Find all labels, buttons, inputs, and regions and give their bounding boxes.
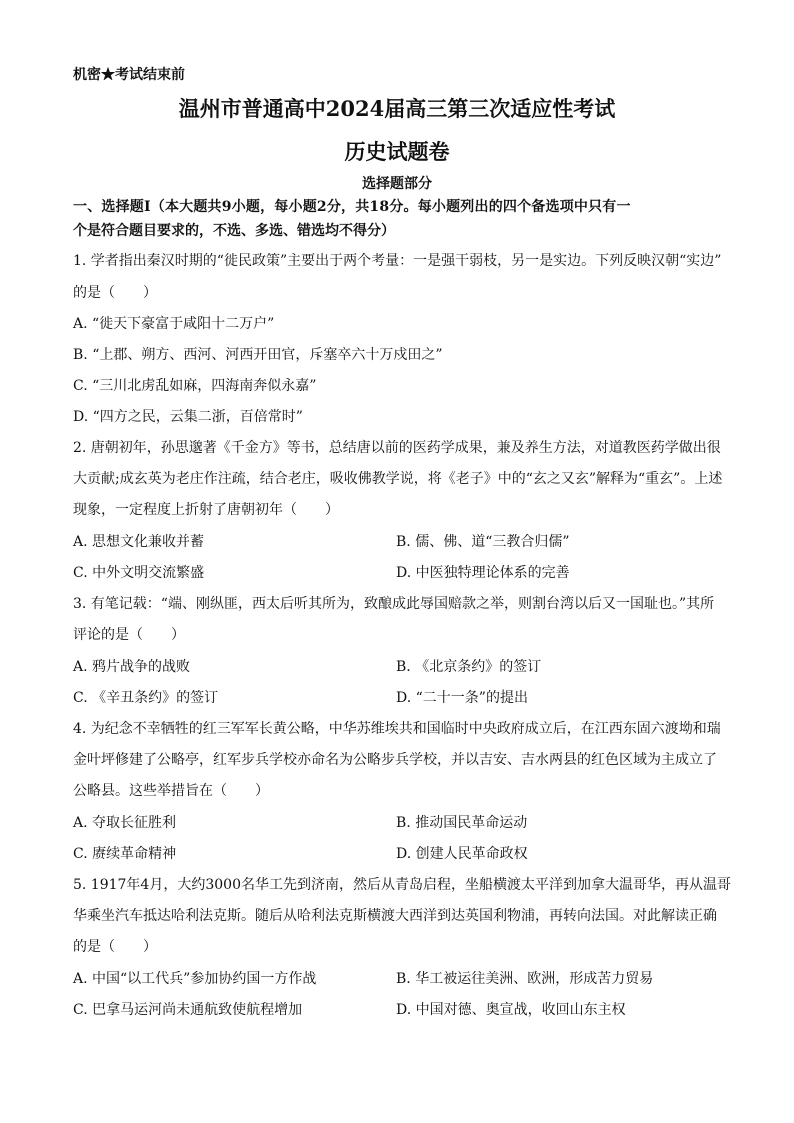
question-4-option-c: C. 赓续革命精神 [73,846,177,862]
exam-title: 温州市普通高中2024届高三第三次适应性考试 [178,96,616,121]
part-heading: 选择题部分 [362,176,432,192]
question-5-option-a: A. 中国“以工代兵”参加协约国一方作战 [73,971,317,987]
question-5-stem-line-1: 5. 1917年4月，大约3000名华工先到济南，然后从青岛启程，坐船横渡太平洋到加拿大温哥华，再从温哥 [73,877,731,893]
section-instructions-line-1: 一、选择题Ⅰ（本大题共9小题，每小题2分，共18分。每小题列出的四个备选项中只有一 [73,199,631,215]
question-2-option-a: A. 思想文化兼收并蓄 [73,534,205,550]
question-1-stem-line-1: 1. 学者指出秦汉时期的“徙民政策”主要出于两个考量：一是强干弱枝，另一是实边。下列反映汉朝“实边” [73,253,722,269]
question-2-stem-line-2: 大贡献;成玄英为老庄作注疏，结合老庄，吸收佛教学说，将《老子》中的“玄之又玄”解释为“重玄”。上述 [73,471,723,487]
question-2-option-b: B. 儒、佛、道“三教合归儒” [396,534,570,550]
question-4-stem-line-2: 金叶坪修建了公略亭，红军步兵学校亦命名为公略步兵学校，并以吉安、吉水两县的红色区域为主成立了 [73,752,717,768]
section-instructions-line-2: 个是符合题目要求的，不选、多选、错选均不得分） [73,223,395,239]
question-1-option-a: A. “徙天下豪富于咸阳十二万户” [73,316,275,332]
question-4-stem-line-3: 公略县。这些举措旨在（ ） [73,783,269,799]
question-1-option-c: C. “三川北虏乱如麻，四海南奔似永嘉” [73,378,317,394]
question-2-stem-line-3: 现象，一定程度上折射了唐朝初年（ ） [73,502,339,518]
question-1-option-b: B. “上郡、朔方、西河、河西开田官，斥塞卒六十万戍田之” [73,347,443,363]
question-3-option-c: C. 《辛丑条约》的签订 [73,690,219,706]
question-5-option-c: C. 巴拿马运河尚未通航致使航程增加 [73,1002,303,1018]
question-3-option-d: D. “二十一条”的提出 [396,690,528,706]
question-3-option-a: A. 鸦片战争的战败 [73,659,191,675]
question-2-option-c: C. 中外文明交流繁盛 [73,565,205,581]
question-5-stem-line-2: 华乘坐汽车抵达哈利法克斯。随后从哈利法克斯横渡大西洋到达英国利物浦，再转向法国。对此解读正确 [73,908,717,924]
question-2-option-d: D. 中医独特理论体系的完善 [396,565,570,581]
exam-subtitle: 历史试题卷 [344,139,450,164]
question-3-stem-line-1: 3. 有笔记载：“端、刚纵匪，西太后听其所为，致酿成此辱国赔款之举，则割台湾以后又一国耻也。”其所 [73,596,715,612]
confidential-label: 机密★考试结束前 [73,67,185,83]
question-3-option-b: B. 《北京条约》的签订 [396,659,542,675]
question-1-stem-line-2: 的是（ ） [73,285,157,301]
question-3-stem-line-2: 评论的是（ ） [73,627,185,643]
question-5-option-d: D. 中国对德、奥宣战，收回山东主权 [396,1002,626,1018]
question-2-stem-line-1: 2. 唐朝初年，孙思邈著《千金方》等书，总结唐以前的医药学成果，兼及养生方法，对道教医药学做出很 [73,440,721,456]
question-4-option-a: A. 夺取长征胜利 [73,815,177,831]
question-4-option-b: B. 推动国民革命运动 [396,815,528,831]
question-5-option-b: B. 华工被运往美洲、欧洲，形成苦力贸易 [396,971,654,987]
question-4-option-d: D. 创建人民革命政权 [396,846,528,862]
question-1-option-d: D. “四方之民，云集二浙，百倍常时” [73,409,303,425]
question-4-stem-line-1: 4. 为纪念不幸牺牲的红三军军长黄公略，中华苏维埃共和国临时中央政府成立后，在江西东固六渡坳和瑞 [73,721,721,737]
question-5-stem-line-3: 的是（ ） [73,939,157,955]
